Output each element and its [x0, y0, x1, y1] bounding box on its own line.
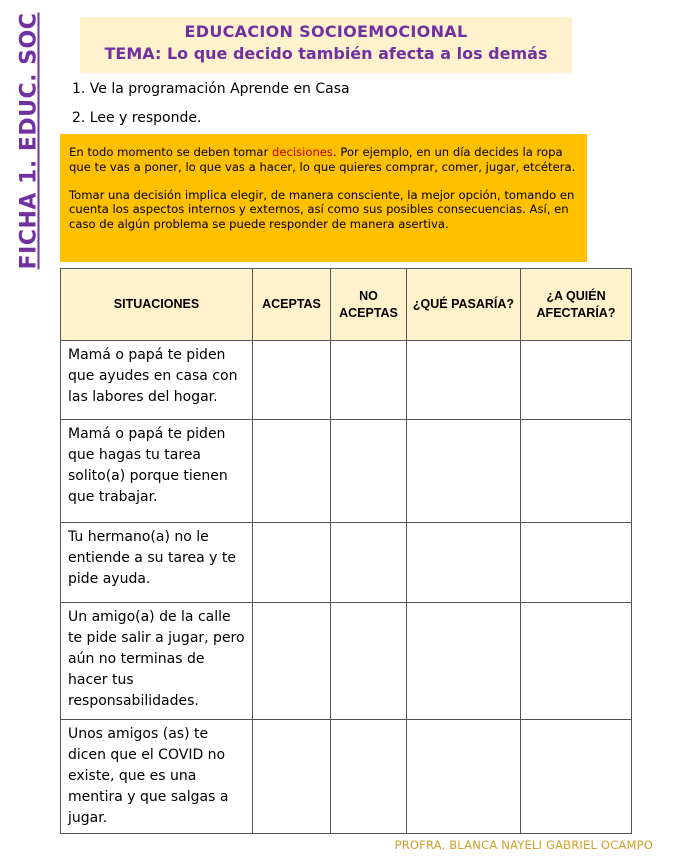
topic-text: : Lo que decido también afecta a los demás: [154, 44, 548, 63]
info-p1-before: En todo momento se deben tomar: [69, 145, 272, 159]
a-quien-afectaria-answer-cell[interactable]: [521, 523, 632, 603]
situation-cell: Tu hermano(a) no le entiende a su tarea y te pide ayuda.: [61, 523, 253, 603]
no-aceptas-answer-cell[interactable]: [331, 523, 407, 603]
situation-cell: Mamá o papá te piden que hagas tu tarea solito(a) porque tienen que trabajar.: [61, 420, 253, 523]
table-row: [61, 720, 632, 834]
header-aceptas: ACEPTAS: [253, 269, 331, 341]
situation-cell: Unos amigos (as) te dicen que el COVID no existe, que es una mentira y que salgas a jugar.: [61, 720, 253, 834]
topic-title: [80, 44, 572, 63]
table-row: [61, 420, 632, 523]
info-paragraph-1: [69, 145, 577, 175]
side-label: [14, 12, 44, 270]
side-label-text: FICHA 1. EDUC. SOC: [16, 12, 42, 270]
info-p1-after: . Por ejemplo, en un día decides la ropa que te vas a poner, lo que vas a hacer, lo que quieres comprar, comer, jugar, etcétera.: [69, 145, 576, 174]
situation-cell: Un amigo(a) de la calle te pide salir a jugar, pero aún no terminas de hacer tus responsabilidades.: [61, 603, 253, 720]
situations-table: [60, 268, 632, 834]
aceptas-answer-cell[interactable]: [253, 341, 331, 420]
que-pasaria-answer-cell[interactable]: [407, 523, 521, 603]
no-aceptas-answer-cell[interactable]: [331, 341, 407, 420]
que-pasaria-answer-cell[interactable]: [407, 603, 521, 720]
a-quien-afectaria-answer-cell[interactable]: [521, 720, 632, 834]
topic-label: TEMA: [104, 44, 155, 63]
header-que-pasaria: ¿QUÉ PASARÍA?: [407, 269, 521, 341]
que-pasaria-answer-cell[interactable]: [407, 720, 521, 834]
subject-title: EDUCACION SOCIOEMOCIONAL: [184, 22, 468, 41]
a-quien-afectaria-answer-cell[interactable]: [521, 341, 632, 420]
a-quien-afectaria-answer-cell[interactable]: [521, 603, 632, 720]
table-row: [61, 523, 632, 603]
header-no-aceptas: NO ACEPTAS: [331, 269, 407, 341]
table-row: [61, 603, 632, 720]
table-row: [61, 341, 632, 420]
no-aceptas-answer-cell[interactable]: [331, 603, 407, 720]
instruction-step-1: 1. Ve la programación Aprende en Casa: [72, 81, 350, 97]
aceptas-answer-cell[interactable]: [253, 603, 331, 720]
que-pasaria-answer-cell[interactable]: [407, 420, 521, 523]
header-a-quien-afectaria: ¿A QUIÉN AFECTARÍA?: [521, 269, 632, 341]
info-box: [60, 134, 587, 262]
table-header-row: [61, 269, 632, 341]
instruction-step-2: 2. Lee y responde.: [72, 110, 202, 126]
no-aceptas-answer-cell[interactable]: [331, 720, 407, 834]
aceptas-answer-cell[interactable]: [253, 720, 331, 834]
aceptas-answer-cell[interactable]: [253, 523, 331, 603]
aceptas-answer-cell[interactable]: [253, 420, 331, 523]
no-aceptas-answer-cell[interactable]: [331, 420, 407, 523]
info-paragraph-2: Tomar una decisión implica elegir, de manera consciente, la mejor opción, tomando en cuenta los aspectos internos y externos, así como sus posibles consecuencias. Así, en caso de algún problema se puede responder de manera asertiva.: [69, 187, 575, 232]
header-situaciones: SITUACIONES: [61, 269, 253, 341]
decisions-highlight: decisiones: [272, 145, 333, 159]
a-quien-afectaria-answer-cell[interactable]: [521, 420, 632, 523]
que-pasaria-answer-cell[interactable]: [407, 341, 521, 420]
teacher-credit: PROFRA. BLANCA NAYELI GABRIEL OCAMPO: [394, 838, 653, 852]
title-banner: [80, 17, 572, 73]
situation-cell: Mamá o papá te piden que ayudes en casa con las labores del hogar.: [61, 341, 253, 420]
